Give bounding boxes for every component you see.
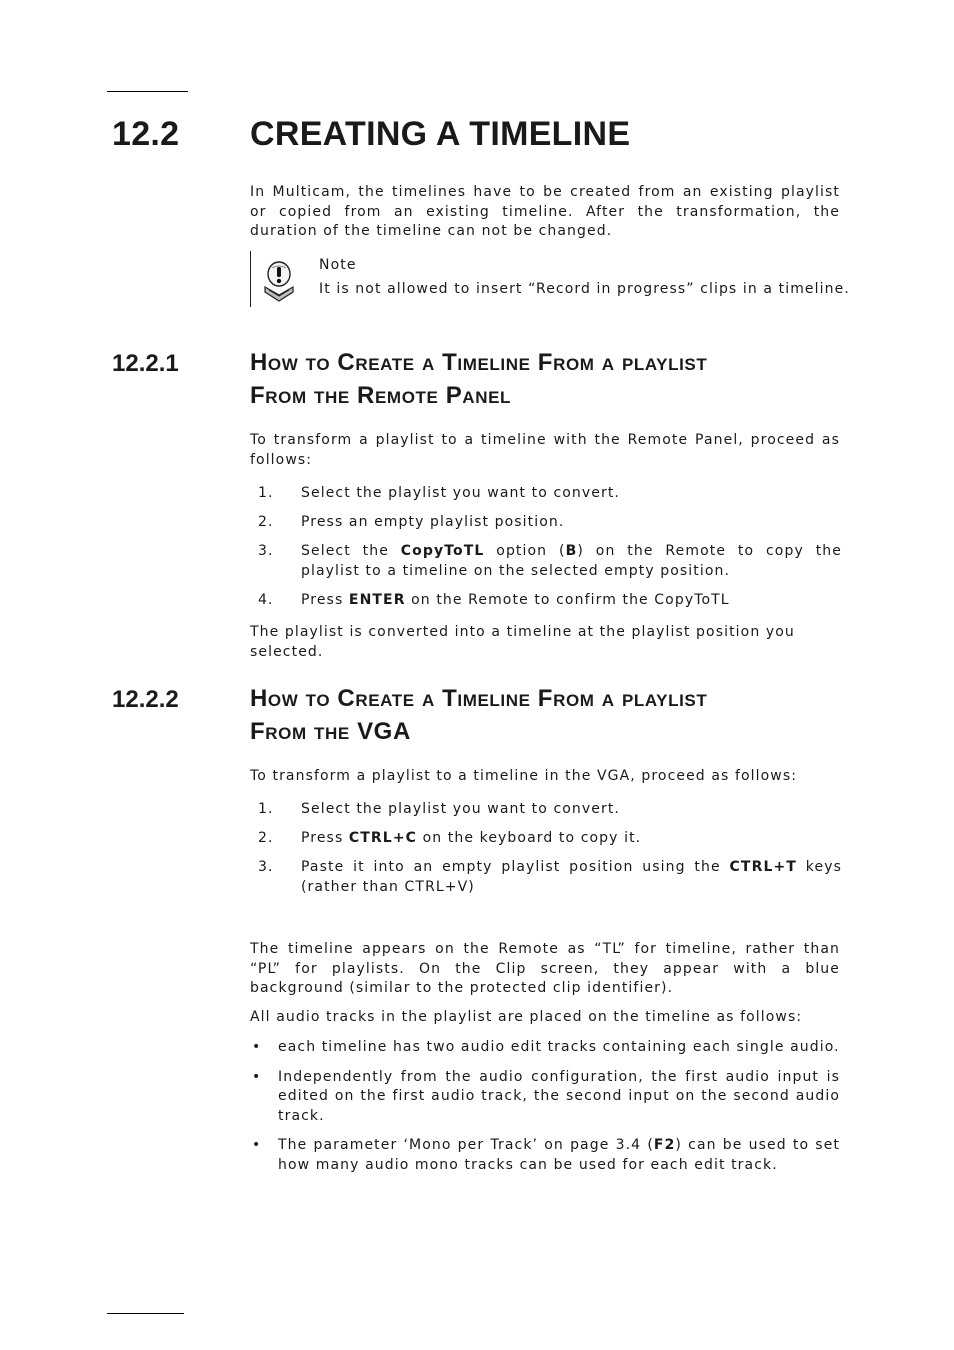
key-label: CTRL+T: [729, 859, 797, 875]
bullet: •: [252, 1068, 262, 1085]
subsection-number: 12.2.1: [112, 350, 179, 377]
note-label: Note: [319, 257, 357, 273]
note-box: [250, 251, 850, 307]
list-item: • Independently from the audio configuration, the first audio input is edited on the first audio track, the second input on the second audio track.: [252, 1068, 840, 1124]
list-item: 1. Select the playlist you want to convert.: [258, 485, 620, 501]
list-item: • each timeline has two audio edit tracks containing each single audio.: [250, 1038, 840, 1058]
audio-tracks-intro: All audio tracks in the playlist are placed on the timeline as follows:: [250, 1009, 803, 1025]
steps-list: [250, 484, 842, 620]
footer-rule: [107, 1313, 184, 1314]
subsection-title: How to Create a Timeline From a playlist From the VGA: [250, 685, 708, 745]
section-intro: In Multicam, the timelines have to be created from an existing playlist or copied from an existing timeline. After the transformation, the duration of the timeline can not be changed.: [250, 184, 840, 239]
subsection-intro: To transform a playlist to a timeline with the Remote Panel, proceed as follows:: [250, 432, 840, 468]
note-text: It is not allowed to insert “Record in progress” clips in a timeline.: [319, 281, 850, 297]
key-label: ENTER: [348, 591, 406, 608]
audio-bullets: [250, 1038, 840, 1185]
header-rule: [107, 91, 188, 92]
key-label: B: [565, 543, 578, 559]
subsection-intro: To transform a playlist to a timeline in the VGA, proceed as follows:: [250, 768, 798, 784]
list-item: 2. Press CTRL+C on the keyboard to copy it.: [258, 830, 642, 846]
subsection-number: 12.2.2: [112, 686, 179, 713]
timeline-description: The timeline appears on the Remote as “TL” for timeline, rather than “PL” for playlists. On the Clip screen, they appear with a blue background (similar to the protected clip identifier).: [250, 941, 840, 996]
bullet: •: [252, 1039, 262, 1055]
list-item: • The parameter ‘Mono per Track’ on page 3.4 (F2) can be used to set how many audio mono tracks can be used for each edit track.: [252, 1137, 840, 1173]
key-label: CopyToTL: [400, 543, 485, 559]
list-item: 4. Press ENTER on the Remote to confirm the CopyToTL: [258, 591, 730, 608]
list-item: 1. Select the playlist you want to convert.: [258, 801, 620, 817]
section-number: 12.2: [112, 115, 180, 153]
note-icon: [261, 259, 297, 303]
list-item: 3. Select the CopyToTL option (B) on the Remote to copy the playlist to a timeline on the selected empty position.: [258, 543, 842, 579]
bullet: •: [252, 1137, 262, 1153]
subsection-outro: The playlist is converted into a timeline at the playlist position you selected.: [250, 624, 795, 660]
steps-list: [250, 800, 842, 907]
key-label: F2: [653, 1137, 676, 1153]
list-item: 3. Paste it into an empty playlist position using the CTRL+T keys (rather than CTRL+V): [258, 859, 842, 895]
key-label: CTRL+C: [348, 830, 418, 846]
section-title: CREATING A TIMELINE: [250, 115, 631, 153]
list-item: 2. Press an empty playlist position.: [258, 514, 565, 530]
subsection-title: How to Create a Timeline From a playlist From the Remote Panel: [250, 349, 708, 409]
